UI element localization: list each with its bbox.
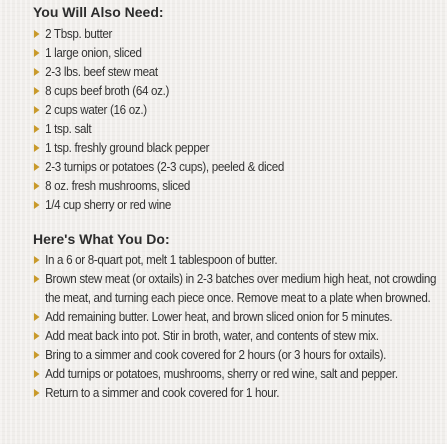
bullet-arrow-icon <box>34 49 40 57</box>
ingredients-heading: You Will Also Need: <box>33 4 164 20</box>
direction-text: In a 6 or 8-quart pot, melt 1 tablespoon of butter. <box>45 253 278 267</box>
direction-text: Add meat back into pot. Stir in broth, water, and contents of stew mix. <box>45 329 379 343</box>
direction-text: Brown stew meat (or oxtails) in 2-3 batches over medium high heat, not crowding the meat, and turning each piece once. Remove meat to a plate when browned. <box>45 272 437 305</box>
bullet-arrow-icon <box>34 275 40 283</box>
ingredient-item <box>33 177 447 196</box>
direction-text: Add remaining butter. Lower heat, and brown sliced onion for 5 minutes. <box>45 310 393 324</box>
bullet-arrow-icon <box>34 256 40 264</box>
bullet-arrow-icon <box>34 163 40 171</box>
bullet-arrow-icon <box>34 125 40 133</box>
ingredient-item <box>33 82 447 101</box>
ingredient-text: 1/4 cup sherry or red wine <box>45 198 172 212</box>
ingredient-item <box>33 101 447 120</box>
bullet-arrow-icon <box>34 389 40 397</box>
direction-text: Return to a simmer and cook covered for 1 hour. <box>45 386 280 400</box>
ingredient-text: 8 oz. fresh mushrooms, sliced <box>45 179 191 193</box>
bullet-arrow-icon <box>34 313 40 321</box>
ingredient-text: 2 Tbsp. butter <box>45 27 113 41</box>
ingredient-text: 1 tsp. salt <box>45 122 92 136</box>
ingredient-item <box>33 44 447 63</box>
ingredient-text: 2-3 lbs. beef stew meat <box>45 65 158 79</box>
direction-step <box>33 365 447 384</box>
ingredient-text: 2-3 turnips or potatoes (2-3 cups), peeled & diced <box>45 160 285 174</box>
directions-heading: Here's What You Do: <box>33 231 170 247</box>
ingredient-text: 1 tsp. freshly ground black pepper <box>45 141 210 155</box>
ingredient-item <box>33 139 447 158</box>
bullet-arrow-icon <box>34 68 40 76</box>
bullet-arrow-icon <box>34 370 40 378</box>
ingredient-item <box>33 63 447 82</box>
direction-step <box>33 327 447 346</box>
bullet-arrow-icon <box>34 30 40 38</box>
ingredient-item <box>33 120 447 139</box>
ingredient-text: 1 large onion, sliced <box>45 46 142 60</box>
direction-step <box>33 346 447 365</box>
direction-text: Add turnips or potatoes, mushrooms, sherry or red wine, salt and pepper. <box>45 367 398 381</box>
ingredient-item <box>33 25 447 44</box>
direction-step <box>33 270 447 308</box>
bullet-arrow-icon <box>34 106 40 114</box>
direction-step <box>33 251 447 270</box>
ingredients-list <box>33 25 438 215</box>
directions-list <box>33 251 438 403</box>
bullet-arrow-icon <box>34 182 40 190</box>
bullet-arrow-icon <box>34 87 40 95</box>
ingredient-item <box>33 158 447 177</box>
ingredient-text: 8 cups beef broth (64 oz.) <box>45 84 170 98</box>
ingredient-item <box>33 196 447 215</box>
ingredient-text: 2 cups water (16 oz.) <box>45 103 147 117</box>
direction-step <box>33 384 447 403</box>
bullet-arrow-icon <box>34 144 40 152</box>
bullet-arrow-icon <box>34 351 40 359</box>
direction-step <box>33 308 447 327</box>
bullet-arrow-icon <box>34 201 40 209</box>
direction-text: Bring to a simmer and cook covered for 2 hours (or 3 hours for oxtails). <box>45 348 387 362</box>
bullet-arrow-icon <box>34 332 40 340</box>
